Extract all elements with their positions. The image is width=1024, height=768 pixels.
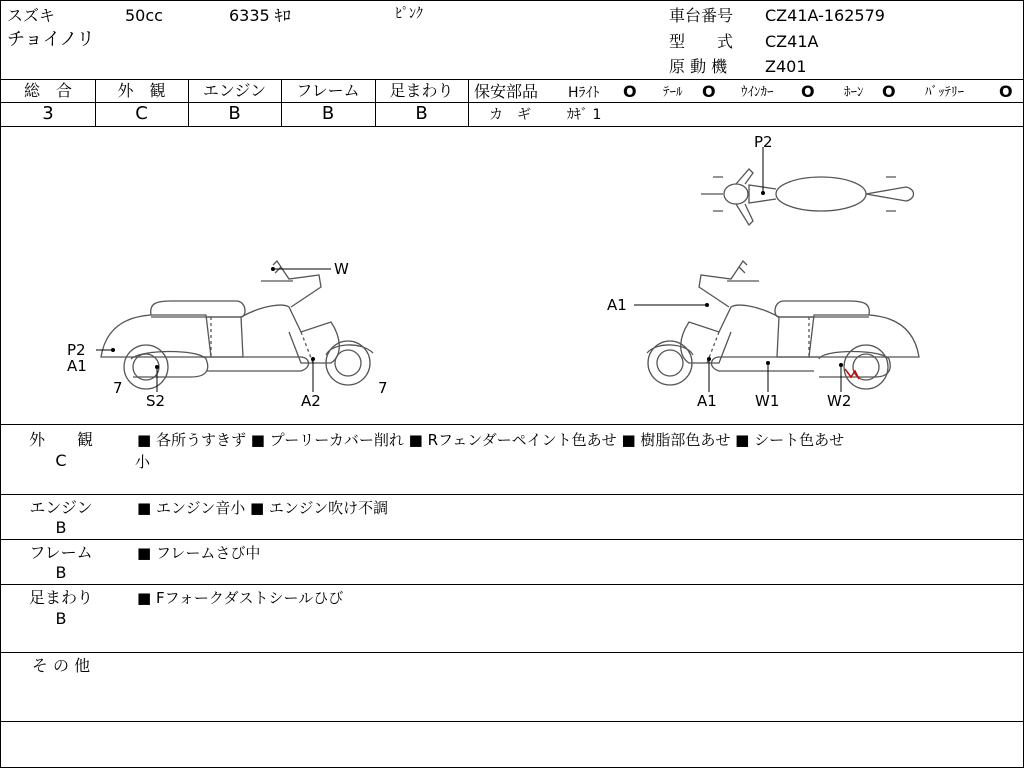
divider xyxy=(1,721,1024,722)
safety-mark-horn: O xyxy=(882,82,896,101)
label-a1-left: A1 xyxy=(67,357,87,375)
remark-frame-grade: B xyxy=(55,563,67,582)
engine-label: 原 動 機 xyxy=(669,57,728,76)
label-w2: W2 xyxy=(827,392,852,410)
label-7-right: 7 xyxy=(378,379,388,397)
key-label: カ ギ xyxy=(489,107,531,123)
label-w1: W1 xyxy=(755,392,780,410)
scooter-right-view xyxy=(647,261,919,389)
grade-frame-label: フレーム xyxy=(296,81,360,100)
maker: スズキ xyxy=(7,6,56,25)
color: ﾋﾟﾝｸ xyxy=(395,6,423,22)
mileage: 6335 ｷﾛ xyxy=(229,6,291,25)
divider xyxy=(1,539,1024,540)
divider xyxy=(1,424,1024,425)
label-s2: S2 xyxy=(146,392,166,410)
remark-suspension-label: 足まわり xyxy=(28,588,93,607)
divider xyxy=(1,584,1024,585)
divider xyxy=(1,102,1024,103)
remark-exterior-text-cont: 小 xyxy=(135,453,151,471)
scooter-left-view xyxy=(101,261,373,389)
label-7-left: 7 xyxy=(113,379,123,397)
remark-exterior-label: 外 観 xyxy=(28,430,93,449)
label-a1-right: A1 xyxy=(607,296,627,314)
type-label: 型 式 xyxy=(669,32,734,51)
label-a2: A2 xyxy=(301,392,321,410)
safety-item-tail: ﾃｰﾙ xyxy=(663,85,683,100)
safety-item-battery: ﾊﾞｯﾃﾘｰ xyxy=(925,85,964,100)
remark-engine-text: ■ エンジン音小 ■ エンジン吹け不調 xyxy=(137,499,389,517)
grade-engine-label: エンジン xyxy=(202,81,267,100)
grade-overall-label: 総 合 xyxy=(23,81,72,100)
engine-value: Z401 xyxy=(765,57,807,76)
remark-frame-text: ■ フレームさび中 xyxy=(137,544,261,562)
safety-mark-battery: O xyxy=(999,82,1013,101)
damage-diagram xyxy=(1,127,1024,424)
safety-item-horn: ﾎｰﾝ xyxy=(844,85,864,100)
safety-mark-headlight: O xyxy=(623,82,637,101)
divider xyxy=(1,494,1024,495)
frame-no-label: 車台番号 xyxy=(669,6,734,25)
safety-item-winker: ｳｲﾝｶｰ xyxy=(741,85,774,100)
model-name: チョイノリ xyxy=(7,29,95,50)
safety-mark-winker: O xyxy=(801,82,815,101)
type-value: CZ41A xyxy=(765,32,819,51)
grade-suspension-value: B xyxy=(415,103,428,124)
remark-other-label: そ の 他 xyxy=(31,656,91,675)
remark-frame-label: フレーム xyxy=(29,543,93,562)
scooter-top-view xyxy=(701,169,914,225)
label-p2-left: P2 xyxy=(67,341,86,359)
remark-exterior-grade: C xyxy=(55,451,67,470)
grade-suspension-label: 足まわり xyxy=(389,81,454,100)
key-value: ｶｷﾞ 1 xyxy=(567,107,602,123)
grade-exterior-label: 外 観 xyxy=(117,81,166,100)
safety-item-headlight: Hﾗｲﾄ xyxy=(568,85,600,101)
remark-engine-label: エンジン xyxy=(29,498,93,517)
grade-frame-value: B xyxy=(321,103,335,124)
remark-engine-grade: B xyxy=(55,518,67,537)
remark-exterior-text: ■ 各所うすきず ■ プーリーカバー削れ ■ Rフェンダーペイント色あせ ■ 樹脂部色あせ ■ シート色あせ xyxy=(137,431,845,449)
label-w: W xyxy=(334,260,349,278)
label-p2-top: P2 xyxy=(754,133,773,151)
displacement: 50cc xyxy=(125,6,163,25)
divider xyxy=(1,652,1024,653)
grade-exterior-value: C xyxy=(135,103,148,124)
grade-engine-value: B xyxy=(228,103,241,124)
frame-no: CZ41A-162579 xyxy=(765,6,885,25)
label-a1-bottom: A1 xyxy=(697,392,717,410)
safety-title: 保安部品 xyxy=(474,82,539,101)
safety-mark-tail: O xyxy=(702,82,716,101)
remark-suspension-grade: B xyxy=(55,609,67,628)
divider xyxy=(1,79,1024,80)
remark-suspension-text: ■ Fフォークダストシールひび xyxy=(137,589,344,607)
grade-overall-value: 3 xyxy=(42,103,54,124)
